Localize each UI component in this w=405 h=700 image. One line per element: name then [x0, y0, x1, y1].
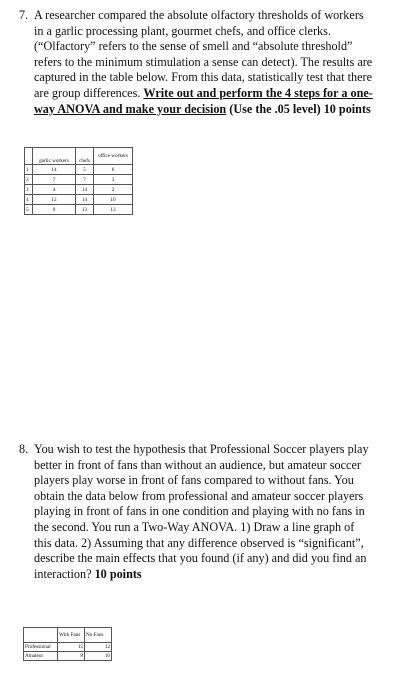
question-8-body: You wish to test the hypothesis that Professional Soccer players play better in front of fans than without an audience, but amateur soccer players play worse in front of fans compared to without fans. You obtain the data below from professional and amateur soccer players playing in front of fans in one condition and playing with no fans in the second. You run a Two-Way ANOVA. 1) Draw a line graph of this data. 2) Assuming that any difference observed is “significant”, describe the main effects that you found (if any) and did you find an interaction?: [34, 442, 369, 581]
question-7-points: (Use the .05 level) 10 points: [229, 101, 371, 116]
table-row: [25, 195, 133, 205]
table-cell: 7: [76, 175, 94, 185]
table-cell: 2: [94, 185, 133, 195]
row-index: 3: [25, 185, 33, 195]
table-header-cell: With Fans: [58, 628, 85, 643]
table-cell: 14: [76, 195, 94, 205]
question-7-text: [34, 8, 374, 117]
table-row: [25, 185, 133, 195]
question-8-points: 10 points: [94, 566, 142, 581]
table-cell: 3: [94, 175, 133, 185]
question-7-number: 7.: [19, 8, 29, 22]
olfactory-threshold-table: [24, 147, 133, 215]
table-row: [24, 652, 112, 661]
question-8-text: [34, 442, 374, 582]
table-cell: 7: [33, 175, 76, 185]
table-row: [25, 175, 133, 185]
table-cell: 14: [33, 165, 76, 175]
table-header-cell: office workers: [94, 148, 133, 165]
table-cell: 10: [94, 195, 133, 205]
table-cell: 4: [33, 185, 76, 195]
row-label: Professional: [24, 643, 58, 652]
question-8: [19, 442, 374, 582]
table-cell: 10: [85, 652, 112, 661]
table-header-cell: [24, 628, 58, 643]
table-header-cell: [25, 148, 33, 165]
table-cell: 15: [58, 643, 85, 652]
question-7: [19, 8, 374, 117]
table-cell: 14: [76, 185, 94, 195]
table-cell: 13: [76, 205, 94, 215]
question-7-instruction: Write out and perform the 4 steps for a one-way ANOVA and make your decision: [34, 85, 373, 116]
row-index: 5: [25, 205, 33, 215]
row-label: Amateur: [24, 652, 58, 661]
table-header-cell: No Fans: [85, 628, 112, 643]
table-cell: 13: [94, 205, 133, 215]
table-row: [25, 205, 133, 215]
table-cell: 9: [33, 205, 76, 215]
table-cell: 8: [58, 652, 85, 661]
table-header-row: [25, 148, 133, 165]
row-index: 1: [25, 165, 33, 175]
table-header-cell: chefs: [76, 148, 94, 165]
table-cell: 12: [33, 195, 76, 205]
table-row: [24, 643, 112, 652]
row-index: 2: [25, 175, 33, 185]
question-8-number: 8.: [19, 442, 29, 456]
soccer-performance-table: [23, 627, 112, 661]
table-cell: 5: [76, 165, 94, 175]
question-7-body: A researcher compared the absolute olfactory thresholds of workers in a garlic processing plant, gourmet chefs, and office clerks. (“Olfactory” refers to the sense of smell and “absolute threshold” refers to the minimum stimulation a sense can detect). The results are captured in the table below. From this data, statistically test that there are group differences.: [34, 8, 373, 100]
table-cell: 12: [85, 643, 112, 652]
table-header-cell: garlic workers: [33, 148, 76, 165]
table-row: [25, 165, 133, 175]
table-cell: 6: [94, 165, 133, 175]
table-header-row: [24, 628, 112, 643]
row-index: 4: [25, 195, 33, 205]
